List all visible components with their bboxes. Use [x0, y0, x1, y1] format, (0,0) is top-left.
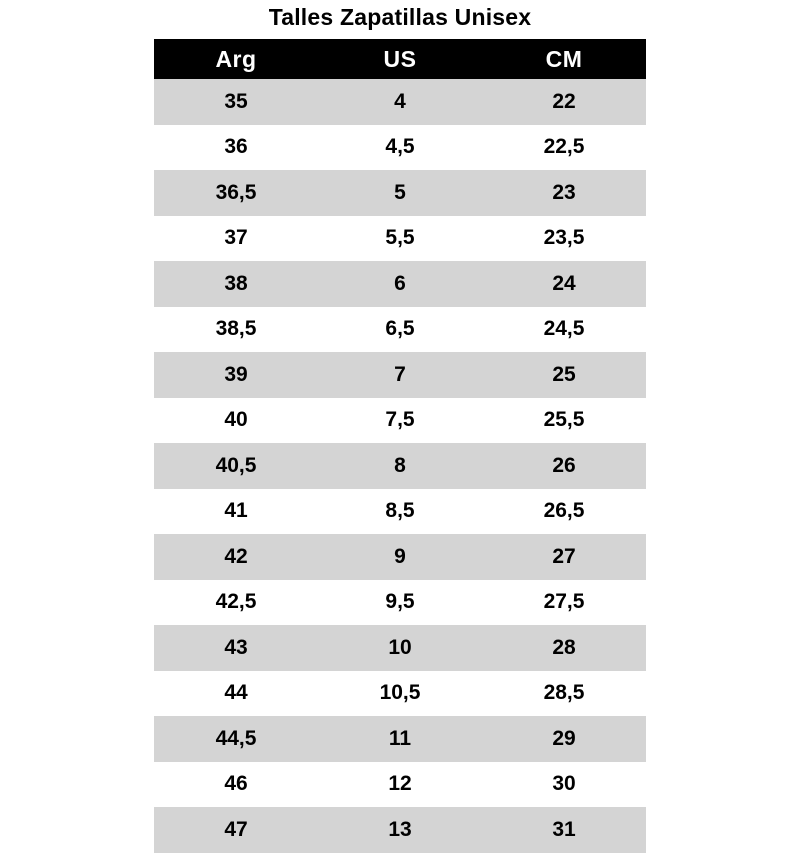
- column-header-arg: Arg: [154, 39, 318, 79]
- table-cell: 42: [154, 534, 318, 580]
- table-cell: 35: [154, 79, 318, 125]
- table-cell: 40: [154, 398, 318, 444]
- table-body: [154, 79, 646, 853]
- table-cell: 7,5: [318, 398, 482, 444]
- table-cell: 23,5: [482, 216, 646, 262]
- table-row: [154, 716, 646, 762]
- table-cell: 27,5: [482, 580, 646, 626]
- table-row: [154, 79, 646, 125]
- table-cell: 11: [318, 716, 482, 762]
- table-cell: 4: [318, 79, 482, 125]
- table-cell: 47: [154, 807, 318, 853]
- table-row: [154, 534, 646, 580]
- table-cell: 38: [154, 261, 318, 307]
- table-cell: 13: [318, 807, 482, 853]
- table-cell: 10: [318, 625, 482, 671]
- table-cell: 23: [482, 170, 646, 216]
- table-cell: 22: [482, 79, 646, 125]
- table-cell: 31: [482, 807, 646, 853]
- table-cell: 5,5: [318, 216, 482, 262]
- table-row: [154, 807, 646, 853]
- table-cell: 9: [318, 534, 482, 580]
- table-cell: 12: [318, 762, 482, 808]
- table-cell: 30: [482, 762, 646, 808]
- page-title: Talles Zapatillas Unisex: [268, 4, 532, 30]
- table-cell: 36: [154, 125, 318, 171]
- column-header-cm: CM: [482, 39, 646, 79]
- table-cell: 38,5: [154, 307, 318, 353]
- table-cell: 9,5: [318, 580, 482, 626]
- table-cell: 22,5: [482, 125, 646, 171]
- table-row: [154, 307, 646, 353]
- table-row: [154, 762, 646, 808]
- table-cell: 26,5: [482, 489, 646, 535]
- table-row: [154, 398, 646, 444]
- table-cell: 42,5: [154, 580, 318, 626]
- table-cell: 4,5: [318, 125, 482, 171]
- table-cell: 28,5: [482, 671, 646, 717]
- table-row: [154, 125, 646, 171]
- table-cell: 8,5: [318, 489, 482, 535]
- table-header-row: [154, 39, 646, 79]
- table-cell: 27: [482, 534, 646, 580]
- table-cell: 25: [482, 352, 646, 398]
- table-cell: 26: [482, 443, 646, 489]
- table-row: [154, 625, 646, 671]
- table-header: [154, 39, 646, 79]
- table-cell: 40,5: [154, 443, 318, 489]
- table-row: [154, 671, 646, 717]
- table-cell: 43: [154, 625, 318, 671]
- table-cell: 41: [154, 489, 318, 535]
- table-row: [154, 489, 646, 535]
- table-cell: 36,5: [154, 170, 318, 216]
- table-row: [154, 352, 646, 398]
- table-cell: 6: [318, 261, 482, 307]
- column-header-us: US: [318, 39, 482, 79]
- table-cell: 28: [482, 625, 646, 671]
- table-cell: 24,5: [482, 307, 646, 353]
- table-cell: 37: [154, 216, 318, 262]
- table-cell: 10,5: [318, 671, 482, 717]
- table-cell: 8: [318, 443, 482, 489]
- table-row: [154, 261, 646, 307]
- table-cell: 7: [318, 352, 482, 398]
- table-cell: 29: [482, 716, 646, 762]
- table-cell: 5: [318, 170, 482, 216]
- table-cell: 46: [154, 762, 318, 808]
- table-row: [154, 443, 646, 489]
- table-row: [154, 170, 646, 216]
- table-cell: 44,5: [154, 716, 318, 762]
- size-table: [154, 39, 646, 853]
- size-table-container: [154, 39, 646, 853]
- table-cell: 25,5: [482, 398, 646, 444]
- table-cell: 44: [154, 671, 318, 717]
- table-row: [154, 580, 646, 626]
- table-cell: 6,5: [318, 307, 482, 353]
- table-row: [154, 216, 646, 262]
- table-cell: 39: [154, 352, 318, 398]
- table-cell: 24: [482, 261, 646, 307]
